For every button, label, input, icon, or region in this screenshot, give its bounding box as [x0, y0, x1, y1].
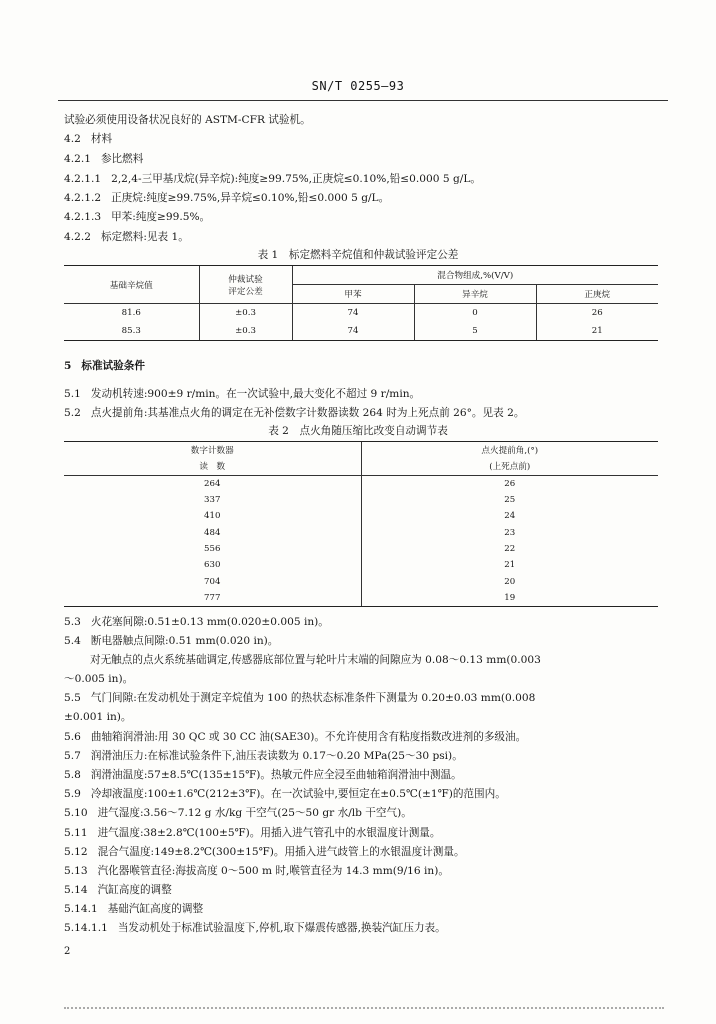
line-text: 汽化器喉管直径:海拔高度 0～500 m 时,喉管直径为 14.3 mm(9/16 in)。 — [97, 865, 449, 877]
table-cell: 21 — [536, 322, 658, 341]
table-cell: 85.3 — [64, 322, 199, 341]
text-line — [64, 131, 112, 146]
table1-caption: 表 1 标定燃料辛烷值和仲裁试验评定公差 — [257, 249, 459, 261]
text-line — [64, 920, 446, 935]
table-cell: 0 — [414, 304, 536, 323]
table1-header-group: 混合物组成,%(V/V) — [292, 266, 658, 285]
line-text: 试验必须使用设备状况良好的 ASTM-CFR 试验机。 — [64, 114, 311, 126]
text-line — [64, 614, 329, 629]
table-row — [64, 322, 658, 341]
text-line — [64, 825, 440, 840]
text-line — [64, 386, 420, 401]
table2-caption: 表 2 点火角随压缩比改变自动调节表 — [268, 425, 448, 437]
text-line — [64, 786, 506, 801]
clause-number: 5.9 — [64, 788, 81, 800]
text-line — [90, 652, 541, 667]
table-cell: 23 — [361, 524, 658, 540]
table-row — [64, 508, 658, 524]
header-line: 数字计数器 — [190, 446, 234, 457]
line-text: 润滑油压力:在标准试验条件下,油压表读数为 0.17～0.20 MPa(25～30 psi)。 — [90, 750, 463, 762]
clause-number: 4.2 — [64, 133, 81, 145]
table-cell: 25 — [361, 492, 658, 508]
line-text: ～0.005 in)。 — [64, 673, 134, 685]
clause-number: 4.2.1 — [64, 153, 91, 165]
line-text: 火花塞间隙:0.51±0.13 mm(0.020±0.005 in)。 — [90, 616, 329, 628]
table-cell: 74 — [292, 322, 414, 341]
table1-subheader: 甲苯 — [292, 285, 414, 304]
clause-number: 4.2.1.2 — [64, 192, 102, 204]
table-cell: 264 — [64, 475, 361, 492]
clause-number: 4.2.2 — [64, 231, 91, 243]
table-row — [64, 541, 658, 557]
table-cell: 22 — [361, 541, 658, 557]
line-text: 曲轴箱润滑油:用 30 QC 或 30 CC 油(SAE30)。不允许使用含有粘度指数改进剂的多级油。 — [90, 731, 527, 743]
text-line — [64, 229, 189, 244]
table-cell: 630 — [204, 560, 221, 571]
header-line: 评定公差 — [228, 286, 263, 297]
section-number: 5 — [64, 360, 72, 372]
text-line — [64, 171, 481, 186]
header-rule — [58, 100, 668, 101]
clause-number: 5.14 — [64, 884, 88, 896]
clause-number: 4.2.1.3 — [64, 211, 102, 223]
clause-number: 5.4 — [64, 635, 81, 647]
table-cell: 337 — [204, 495, 221, 506]
clause-number: 5.6 — [64, 731, 81, 743]
clause-number: 5.12 — [64, 846, 88, 858]
clause-number: 5.11 — [64, 827, 88, 839]
line-text: 标定燃料:见表 1。 — [100, 231, 189, 243]
table-cell: 26 — [361, 475, 658, 492]
clause-number: 5.14.1 — [64, 903, 98, 915]
table-cell: ±0.3 — [199, 322, 292, 341]
table-cell: 777 — [64, 590, 361, 607]
clause-number: 5.13 — [64, 865, 88, 877]
table2-header-counter-sub: 读 数 — [199, 462, 226, 473]
table-cell: 20 — [361, 573, 658, 589]
table2-header-angle — [361, 442, 658, 459]
clause-number: 5.3 — [64, 616, 81, 628]
text-line — [64, 748, 463, 763]
clause-number: 4.2.1.1 — [64, 173, 102, 185]
page-header: SN/T 0255—93 — [311, 79, 405, 93]
text-line — [64, 190, 389, 205]
table-cell: ±0.3 — [199, 304, 292, 323]
clause-number: 5.10 — [64, 807, 88, 819]
text-line — [64, 633, 278, 648]
table-row — [64, 573, 658, 589]
line-text: 冷却液温度:100±1.6℃(212±3℉)。在一次试验中,要恒定在±0.5℃(±1℉)的范围内。 — [90, 788, 506, 800]
text-line — [64, 844, 465, 859]
line-text: 进气温度:38±2.8℃(100±5℉)。用插入进气管孔中的水银温度计测量。 — [97, 827, 441, 839]
table-cell: 484 — [204, 527, 221, 538]
table-cell: 704 — [204, 576, 221, 587]
table-row — [64, 524, 658, 540]
table1-subheader: 异辛烷 — [414, 285, 536, 304]
table-row — [64, 557, 658, 573]
table-cell: 21 — [361, 557, 658, 573]
text-line — [64, 767, 462, 782]
text-line — [64, 112, 311, 127]
table-cell: 556 — [204, 543, 221, 554]
table-cell: 5 — [414, 322, 536, 341]
table1 — [64, 265, 658, 341]
line-text: 混合气温度:149±8.2℃(300±15℉)。用插入进气歧管上的水银温度计测量。 — [97, 846, 465, 858]
line-text: ±0.001 in)。 — [64, 711, 132, 723]
clause-number: 5.5 — [64, 692, 81, 704]
line-text: 材料 — [90, 133, 113, 145]
line-text: 甲苯:纯度≥99.5%。 — [111, 211, 211, 223]
header-line: 仲裁试验 — [228, 274, 263, 285]
line-text: 基础汽缸高度的调整 — [107, 903, 204, 915]
table-cell: 24 — [361, 508, 658, 524]
table-row — [64, 304, 658, 323]
page-number: 2 — [64, 946, 71, 957]
section-title: 标准试验条件 — [81, 360, 145, 372]
text-line — [64, 690, 535, 705]
table-cell: 81.6 — [64, 304, 199, 323]
text-line — [64, 209, 210, 224]
table-row — [64, 492, 658, 508]
line-text: 断电器触点间隙:0.51 mm(0.020 in)。 — [90, 635, 279, 647]
table2-header-angle-sub: (上死点前) — [361, 458, 658, 475]
line-text: 气门间隙:在发动机处于测定辛烷值为 100 的热状态标准条件下测量为 0.20±0.03 mm(0.008 — [90, 692, 536, 704]
table1-header-base: 基础辛烷值 — [64, 266, 199, 304]
clause-number: 5.8 — [64, 769, 81, 781]
table-cell: 74 — [292, 304, 414, 323]
table-cell: 26 — [536, 304, 658, 323]
line-text: 润滑油温度:57±8.5℃(135±15℉)。热敏元件应全浸至曲轴箱润滑油中测温。 — [90, 769, 462, 781]
table2 — [64, 441, 658, 607]
line-text: 正庚烷:纯度≥99.75%,异辛烷≤0.10%,铅≤0.000 5 g/L。 — [111, 192, 390, 204]
section-heading — [64, 358, 145, 373]
text-line — [64, 405, 524, 420]
table-cell: 410 — [204, 511, 221, 522]
text-line — [64, 882, 172, 897]
header-line: 点火提前角,(°) — [481, 446, 539, 457]
table-cell: 19 — [361, 590, 658, 607]
text-line — [64, 805, 412, 820]
clause-number: 5.1 — [64, 388, 81, 400]
line-text: 进气湿度:3.56～7.12 g 水/kg 干空气(25～50 gr 水/lb 干空气)。 — [97, 807, 412, 819]
line-text: 2,2,4-三甲基戊烷(异辛烷):纯度≥99.75%,正庚烷≤0.10%,铅≤0.000 5 g/L。 — [111, 173, 481, 185]
line-text: 参比燃料 — [100, 153, 144, 165]
text-line — [64, 729, 526, 744]
scan-artifact-dots — [64, 1003, 664, 1009]
line-text: 当发动机处于标准试验温度下,停机,取下爆震传感器,换装汽缸压力表。 — [117, 922, 446, 934]
text-line — [64, 151, 143, 166]
clause-number: 5.14.1.1 — [64, 922, 108, 934]
table-row — [64, 475, 658, 492]
text-line — [64, 709, 132, 724]
text-line — [64, 671, 133, 686]
text-line — [64, 901, 203, 916]
table-row — [64, 590, 658, 607]
clause-number: 5.7 — [64, 750, 81, 762]
clause-number: 5.2 — [64, 407, 81, 419]
line-text: 汽缸高度的调整 — [97, 884, 172, 896]
line-text: 发动机转速:900±9 r/min。在一次试验中,最大变化不超过 9 r/min。 — [90, 388, 421, 400]
table2-header-counter — [64, 442, 361, 459]
table1-header-tolerance — [199, 266, 292, 304]
table1-subheader: 正庚烷 — [536, 285, 658, 304]
line-text: 对无触点的点火系统基础调定,传感器底部位置与轮叶片末端的间隙应为 0.08～0.13 mm(0.003 — [90, 654, 541, 666]
line-text: 点火提前角:其基准点火角的调定在无补偿数字计数器读数 264 时为上死点前 26°。见表 2。 — [90, 407, 525, 419]
text-line — [64, 863, 449, 878]
